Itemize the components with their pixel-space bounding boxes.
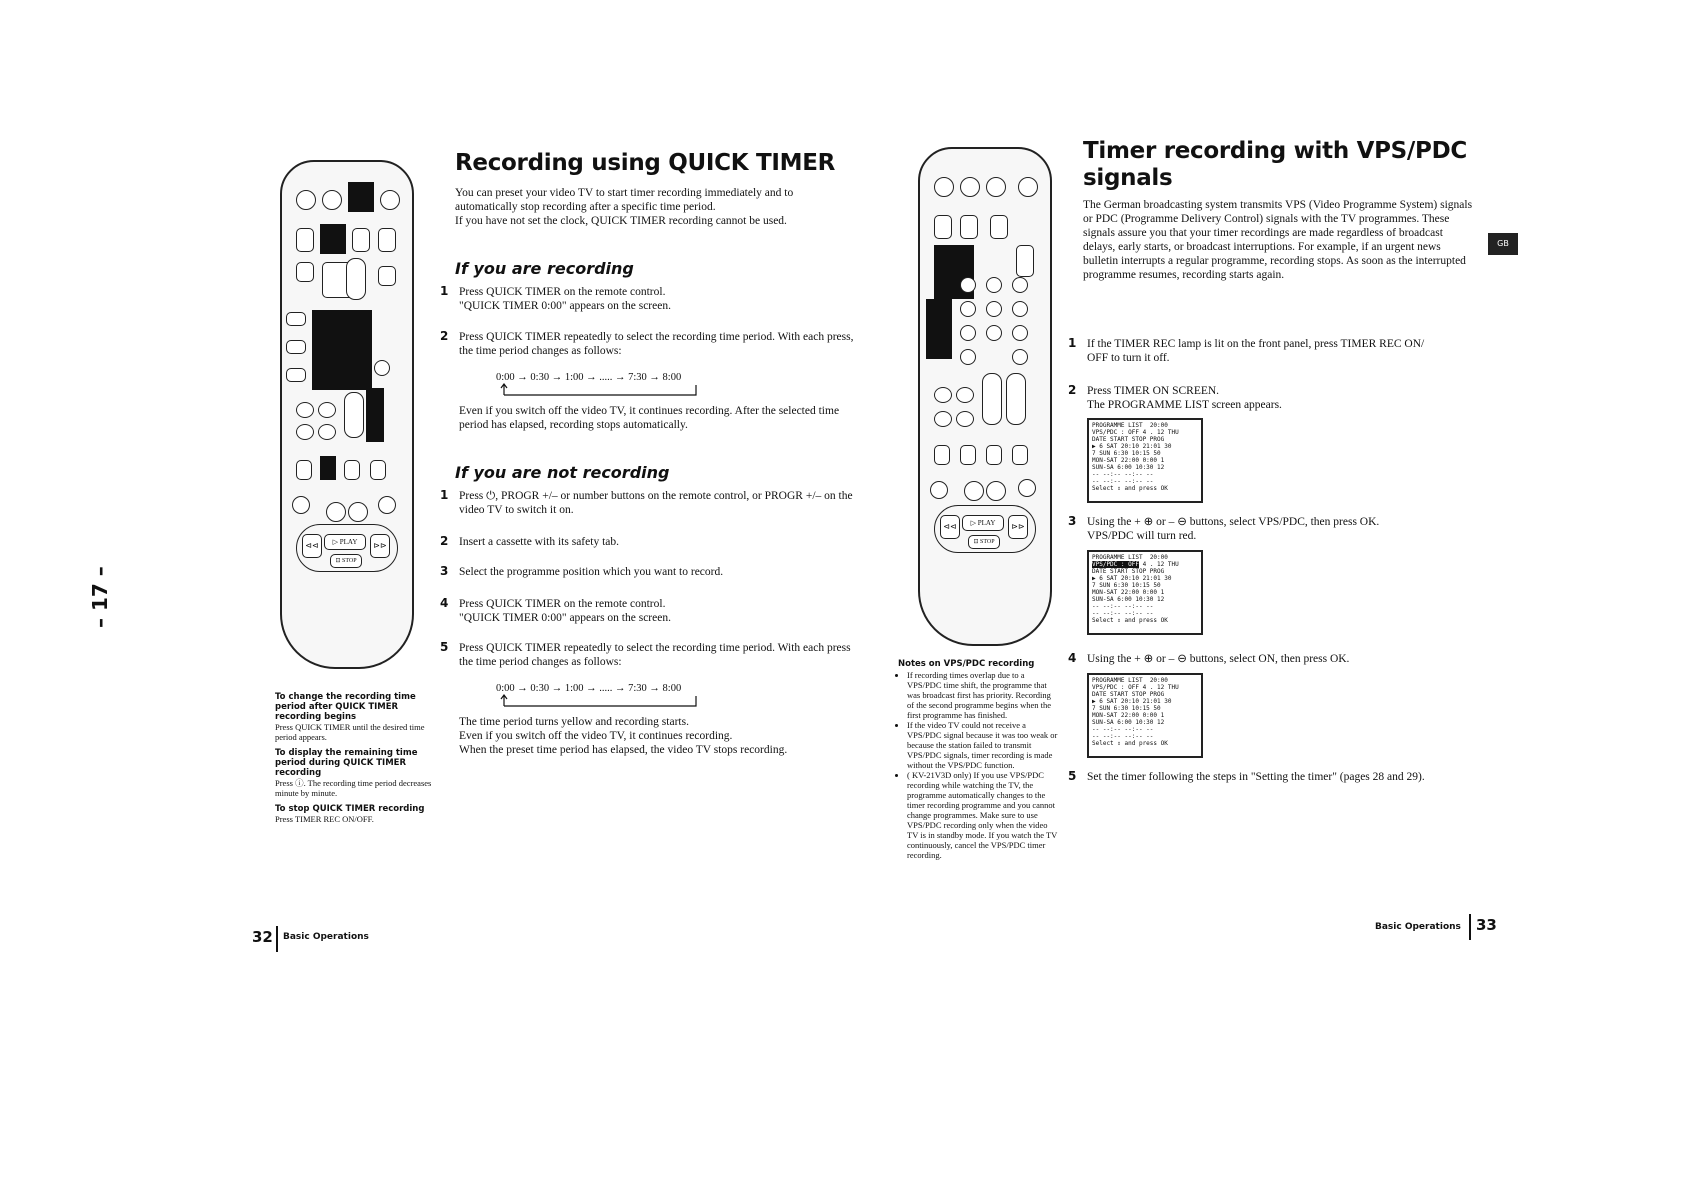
btn-a bbox=[934, 387, 952, 403]
step-number: 1 bbox=[440, 488, 449, 502]
right-intro: The German broadcasting system transmits VPS (Video Programme System) signals or PDC (Programme Delivery Control) signals with the TV programmes. These signals assure you that your timer recordings are made regardless of broadcast delays, early starts, or broadcast interruptions. For example, if an urgent news bulletin interrupts a regular programme, recording stops. As soon as the interrupted programme resumes, recording starts again. bbox=[1083, 199, 1473, 281]
osd-vps-row bbox=[1092, 561, 1198, 568]
forward-button bbox=[1008, 515, 1028, 539]
programme-list-screen-3 bbox=[1087, 673, 1203, 758]
note-item: • If recording times overlap due to a VPS/PDC time shift, the programme that was broadcast first has priority. Recording of the second programme begins when the first programme has finished. bbox=[907, 670, 1058, 720]
osd-title-row bbox=[1092, 677, 1198, 684]
osd-clock: 20:00 bbox=[1149, 554, 1168, 561]
btn-j bbox=[964, 481, 984, 501]
s2-step-1 bbox=[440, 488, 854, 517]
osd-title-row bbox=[1092, 554, 1198, 561]
step-text: Set the timer following the steps in "Setting the timer" (pages 28 and 29). bbox=[1087, 771, 1425, 783]
s2-after bbox=[459, 715, 859, 757]
rewind-button bbox=[302, 534, 322, 558]
s2-step-5 bbox=[440, 640, 854, 669]
volume-rocker-icon bbox=[344, 392, 364, 438]
btn-f-dark bbox=[320, 456, 336, 480]
standby-button-icon bbox=[1018, 177, 1038, 197]
side-button-3 bbox=[286, 368, 306, 382]
step-text: The PROGRAMME LIST screen appears. bbox=[1087, 399, 1282, 411]
btn-d bbox=[318, 424, 336, 440]
num-c-icon bbox=[1012, 349, 1028, 365]
power-button-icon bbox=[296, 190, 316, 210]
time-sequence-1: 0:00 → 0:30 → 1:00 → ..... → 7:30 → 8:00 bbox=[496, 372, 682, 383]
step-text: "QUICK TIMER 0:00" appears on the screen. bbox=[459, 612, 671, 624]
remote-control-illustration-left bbox=[280, 160, 414, 669]
num-6-icon bbox=[1012, 301, 1028, 317]
forward-icon: ⊳⊳ bbox=[373, 541, 387, 550]
osd-row: -- --:-- --:-- -- bbox=[1092, 733, 1154, 740]
step-text: Press QUICK TIMER on the remote control. bbox=[459, 286, 666, 298]
step-number: 1 bbox=[440, 284, 449, 298]
r-step-4 bbox=[1068, 651, 1487, 666]
step-text: Using the + ⊕ or – ⊖ buttons, select ON, then press OK. bbox=[1087, 653, 1350, 665]
left-page-number: 32 bbox=[252, 928, 273, 946]
btn-g bbox=[344, 460, 360, 480]
osd-date: 4 . 12 THU bbox=[1142, 684, 1179, 691]
forward-button bbox=[370, 534, 390, 558]
osd-footer: Select ⇕ and press OK bbox=[1092, 485, 1168, 492]
side-note-text: Press ⓘ. The recording time period decreases minute by minute. bbox=[275, 778, 432, 798]
play-label: ▷ PLAY bbox=[332, 538, 358, 546]
osd-vps: VPS/PDC : OFF bbox=[1092, 429, 1139, 436]
left-intro-line-2: If you have not set the clock, QUICK TIMER recording cannot be used. bbox=[455, 215, 787, 227]
volume-rocker-icon bbox=[982, 373, 1002, 425]
after-line-2: Even if you switch off the video TV, it continues recording. bbox=[459, 730, 733, 742]
s1-step-1 bbox=[440, 284, 854, 313]
osd-row: SUN-SA 6:00 10:30 12 bbox=[1092, 719, 1165, 726]
side-dark-strip bbox=[366, 388, 384, 442]
stop-button bbox=[968, 535, 1000, 549]
num-0-icon bbox=[960, 349, 976, 365]
mute-button-icon bbox=[960, 177, 980, 197]
osd-cols: DATE START STOP PROG bbox=[1092, 436, 1165, 443]
osd-cols: DATE START STOP PROG bbox=[1092, 568, 1165, 575]
left-footer-label: Basic Operations bbox=[283, 932, 369, 942]
programme-list-screen-1 bbox=[1087, 418, 1203, 503]
step-text: Press QUICK TIMER repeatedly to select the recording time period. With each press, the time period changes as follows: bbox=[459, 331, 854, 357]
osd-row: -- --:-- --:-- -- bbox=[1092, 471, 1154, 478]
note-item: • If the video TV could not receive a VPS/PDC signal because it was too weak or because the station failed to transmit VPS/PDC signals, timer recording is made without the VPS/PDC function. bbox=[907, 720, 1058, 770]
time-sequence-2: 0:00 → 0:30 → 1:00 → ..... → 7:30 → 8:00 bbox=[496, 683, 682, 694]
step-text: Select the programme position which you want to record. bbox=[459, 566, 724, 578]
osd-footer: Select ⇕ and press OK bbox=[1092, 617, 1168, 624]
step-number: 5 bbox=[440, 640, 449, 654]
button-row-3a bbox=[296, 262, 314, 282]
button-row-3d bbox=[378, 266, 396, 286]
osd-title: PROGRAMME LIST bbox=[1092, 677, 1143, 684]
step-number: 5 bbox=[1068, 769, 1077, 783]
button-row-2b bbox=[960, 215, 978, 239]
num-5-icon bbox=[986, 301, 1002, 317]
osd-vps-row bbox=[1092, 429, 1198, 436]
button-row-2c bbox=[352, 228, 370, 252]
select-rocker-icon bbox=[1006, 373, 1026, 425]
side-strip-dark bbox=[926, 299, 952, 359]
section-heading-not-recording: If you are not recording bbox=[455, 463, 670, 482]
side-note-text: Press QUICK TIMER until the desired time period appears. bbox=[275, 722, 425, 742]
osd-clock: 20:00 bbox=[1149, 422, 1168, 429]
osd-row: 7 SUN 6:30 10:15 50 bbox=[1092, 705, 1161, 712]
r-step-1 bbox=[1068, 336, 1487, 365]
s1-after: Even if you switch off the video TV, it continues recording. After the selected time period has elapsed, recording stops automatically. bbox=[459, 405, 840, 431]
osd-cols: DATE START STOP PROG bbox=[1092, 691, 1165, 698]
quick-timer-highlight bbox=[320, 224, 346, 254]
standby-button-icon bbox=[380, 190, 400, 210]
num-4-icon bbox=[960, 301, 976, 317]
osd-date: 4 . 12 THU bbox=[1142, 561, 1179, 568]
osd-row: MON-SAT 22:00 0:00 1 bbox=[1092, 457, 1165, 464]
notes-heading: Notes on VPS/PDC recording bbox=[898, 659, 1035, 669]
programme-list-screen-2 bbox=[1087, 550, 1203, 635]
side-note-1 bbox=[275, 692, 435, 742]
btn-h bbox=[370, 460, 386, 480]
right-title-line-1: Timer recording with VPS/PDC bbox=[1083, 138, 1467, 164]
play-button bbox=[962, 515, 1004, 531]
left-intro-line-1: You can preset your video TV to start timer recording immediately and to automatically stop recording after a specific time period. bbox=[455, 187, 794, 213]
num-1-icon bbox=[960, 277, 976, 293]
s2-step-3 bbox=[440, 564, 854, 579]
button-row-3d bbox=[1016, 245, 1034, 277]
step-number: 3 bbox=[440, 564, 449, 578]
step-text: Press QUICK TIMER repeatedly to select the recording time period. With each press the time period changes as follows: bbox=[459, 642, 851, 668]
num-8-icon bbox=[986, 325, 1002, 341]
side-page-marker: – 17 – bbox=[88, 566, 112, 628]
num-7-icon bbox=[960, 325, 976, 341]
button-row-2a bbox=[934, 215, 952, 239]
step-text: "QUICK TIMER 0:00" appears on the screen. bbox=[459, 300, 671, 312]
osd-row: SUN-SA 6:00 10:30 12 bbox=[1092, 596, 1165, 603]
side-note-heading: To display the remaining time period during QUICK TIMER recording bbox=[275, 748, 418, 778]
osd-vps-row bbox=[1092, 684, 1198, 691]
section-heading-recording: If you are recording bbox=[455, 259, 634, 278]
step-text: VPS/PDC will turn red. bbox=[1087, 530, 1197, 542]
step-number: 2 bbox=[440, 329, 449, 343]
input-button-icon bbox=[986, 177, 1006, 197]
btn-b bbox=[956, 387, 974, 403]
side-button-2 bbox=[286, 340, 306, 354]
rewind-button bbox=[940, 515, 960, 539]
left-intro bbox=[455, 186, 855, 228]
osd-title-row bbox=[1092, 422, 1198, 429]
s1-step-2 bbox=[440, 329, 854, 358]
osd-row: -- --:-- --:-- -- bbox=[1092, 603, 1154, 610]
s2-step-2 bbox=[440, 534, 854, 549]
stop-label: ⊡ STOP bbox=[973, 539, 995, 545]
s2-step-4 bbox=[440, 596, 854, 625]
osd-row: MON-SAT 22:00 0:00 1 bbox=[1092, 712, 1165, 719]
osd-row: 7 SUN 6:30 10:15 50 bbox=[1092, 582, 1161, 589]
button-row-2c bbox=[990, 215, 1008, 239]
vps-pdc-notes bbox=[898, 659, 1058, 860]
right-footer-divider bbox=[1469, 914, 1471, 940]
step-text: Insert a cassette with its safety tab. bbox=[459, 536, 619, 548]
btn-f bbox=[960, 445, 976, 465]
osd-vps: VPS/PDC : OFF bbox=[1092, 684, 1139, 691]
play-label: ▷ PLAY bbox=[970, 519, 996, 527]
step-number: 4 bbox=[440, 596, 449, 610]
btn-e bbox=[934, 445, 950, 465]
btn-i bbox=[930, 481, 948, 499]
osd-row: ▶ 6 SAT 20:10 21:01 30 bbox=[1092, 698, 1172, 705]
osd-row: MON-SAT 22:00 0:00 1 bbox=[1092, 589, 1165, 596]
note-item: • ( KV-21V3D only) If you use VPS/PDC recording while watching the TV, the programme automatically changes to the timer recording programme and you cannot change programmes. Make sure to use VPS/PDC recording only when the video TV is in standby mode. If you watch the TV continuously, cancel the VPS/PDC timer recording. bbox=[907, 770, 1058, 860]
after-line-1: The time period turns yellow and recording starts. bbox=[459, 716, 689, 728]
right-footer-label: Basic Operations bbox=[1375, 922, 1461, 932]
side-note-3 bbox=[275, 804, 435, 824]
loop-arrow-1 bbox=[500, 383, 700, 397]
btn-j bbox=[326, 502, 346, 522]
btn-c bbox=[296, 424, 314, 440]
button-row-2a bbox=[296, 228, 314, 252]
btn-h bbox=[1012, 445, 1028, 465]
remote-control-illustration-right bbox=[918, 147, 1052, 646]
osd-title: PROGRAMME LIST bbox=[1092, 554, 1143, 561]
highlight-block bbox=[348, 182, 374, 212]
rocker-button-icon bbox=[346, 258, 366, 300]
right-page-number: 33 bbox=[1476, 916, 1497, 934]
osd-footer: Select ⇕ and press OK bbox=[1092, 740, 1168, 747]
side-note-2 bbox=[275, 748, 435, 798]
rewind-icon: ⊲⊲ bbox=[305, 541, 319, 550]
button-row-2d bbox=[378, 228, 396, 252]
btn-l bbox=[1018, 479, 1036, 497]
language-tab: GB bbox=[1488, 233, 1518, 255]
r-step-3 bbox=[1068, 514, 1487, 543]
btn-b bbox=[318, 402, 336, 418]
step-text: Using the + ⊕ or – ⊖ buttons, select VPS/PDC, then press OK. bbox=[1087, 516, 1380, 528]
notes-list bbox=[898, 670, 1058, 860]
side-button-1 bbox=[286, 312, 306, 326]
step-text: Press QUICK TIMER on the remote control. bbox=[459, 598, 666, 610]
step-number: 1 bbox=[1068, 336, 1077, 350]
r-step-2 bbox=[1068, 383, 1487, 412]
step-text: If the TIMER REC lamp is lit on the front panel, press TIMER REC ON/ bbox=[1087, 338, 1425, 350]
num-3-icon bbox=[1012, 277, 1028, 293]
step-number: 2 bbox=[440, 534, 449, 548]
left-page-title: Recording using QUICK TIMER bbox=[455, 150, 836, 176]
btn-k bbox=[986, 481, 1006, 501]
side-note-heading: To stop QUICK TIMER recording bbox=[275, 804, 425, 814]
osd-row: 7 SUN 6:30 10:15 50 bbox=[1092, 450, 1161, 457]
osd-date: 4 . 12 THU bbox=[1142, 429, 1179, 436]
osd-title: PROGRAMME LIST bbox=[1092, 422, 1143, 429]
osd-row: ▶ 6 SAT 20:10 21:01 30 bbox=[1092, 575, 1172, 582]
osd-vps: VPS/PDC : OFF bbox=[1092, 561, 1139, 568]
number-pad-highlight bbox=[312, 310, 372, 390]
play-button bbox=[324, 534, 366, 550]
forward-icon: ⊳⊳ bbox=[1011, 522, 1025, 531]
right-page-title bbox=[1083, 138, 1467, 192]
step-number: 4 bbox=[1068, 651, 1077, 665]
btn-c bbox=[934, 411, 952, 427]
after-line-3: When the preset time period has elapsed, the video TV stops recording. bbox=[459, 744, 788, 756]
btn-d bbox=[956, 411, 974, 427]
osd-row: -- --:-- --:-- -- bbox=[1092, 478, 1154, 485]
step-number: 3 bbox=[1068, 514, 1077, 528]
osd-row: SUN-SA 6:00 10:30 12 bbox=[1092, 464, 1165, 471]
btn-k bbox=[348, 502, 368, 522]
stop-button bbox=[330, 554, 362, 568]
num-2-icon bbox=[986, 277, 1002, 293]
btn-e bbox=[296, 460, 312, 480]
circle-c-button-icon bbox=[374, 360, 390, 376]
rewind-icon: ⊲⊲ bbox=[943, 522, 957, 531]
mute-button-icon bbox=[322, 190, 342, 210]
step-text: OFF to turn it off. bbox=[1087, 352, 1170, 364]
r-step-5 bbox=[1068, 769, 1507, 784]
right-title-line-2: signals bbox=[1083, 165, 1173, 191]
left-side-notes bbox=[275, 692, 435, 824]
side-note-text: Press TIMER REC ON/OFF. bbox=[275, 814, 374, 824]
osd-row: ▶ 6 SAT 20:10 21:01 30 bbox=[1092, 443, 1172, 450]
step-number: 2 bbox=[1068, 383, 1077, 397]
btn-a bbox=[296, 402, 314, 418]
num-9-icon bbox=[1012, 325, 1028, 341]
btn-g bbox=[986, 445, 1002, 465]
left-footer-divider bbox=[276, 926, 278, 952]
osd-row: -- --:-- --:-- -- bbox=[1092, 726, 1154, 733]
osd-clock: 20:00 bbox=[1149, 677, 1168, 684]
btn-l bbox=[378, 496, 396, 514]
stop-label: ⊡ STOP bbox=[335, 558, 357, 564]
loop-arrow-2 bbox=[500, 694, 700, 708]
osd-row: -- --:-- --:-- -- bbox=[1092, 610, 1154, 617]
side-note-heading: To change the recording time period after QUICK TIMER recording begins bbox=[275, 692, 416, 722]
step-text: Press TIMER ON SCREEN. bbox=[1087, 385, 1220, 397]
step-text: Press ⏻, PROGR +/– or number buttons on the remote control, or PROGR +/– on the video TV to switch it on. bbox=[459, 490, 853, 516]
btn-i bbox=[292, 496, 310, 514]
power-button-icon bbox=[934, 177, 954, 197]
